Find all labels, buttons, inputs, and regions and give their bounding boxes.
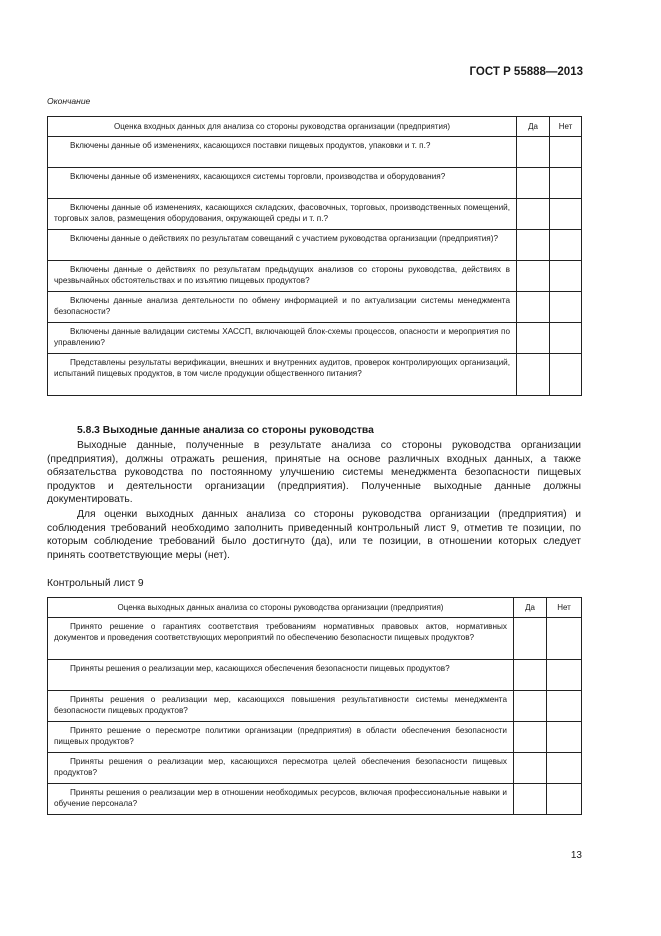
- yes-answer-cell[interactable]: [514, 660, 547, 691]
- paragraph-instructions: [47, 508, 581, 562]
- page-number: 13: [570, 850, 582, 861]
- table-header-row: [48, 598, 582, 618]
- question-cell: [48, 660, 514, 691]
- yes-answer-cell[interactable]: [517, 230, 550, 261]
- table-row: [48, 230, 582, 261]
- input-data-checklist-table: [47, 116, 582, 396]
- table-row: [48, 137, 582, 168]
- no-answer-cell[interactable]: [547, 753, 582, 784]
- question-text: Принято решение о гарантиях соответствия требованиям нормативных правовых актов, нормативных документов и проведения соответствующих мероприятий по обеспечению безопасности пищевых продуктов?: [54, 622, 507, 643]
- question-text: Принято решение о пересмотре политики организации (предприятия) в области обеспечения безопасности пищевых продуктов?: [54, 726, 507, 747]
- no-answer-cell[interactable]: [550, 323, 582, 354]
- table-row: [48, 292, 582, 323]
- question-cell: [48, 784, 514, 815]
- question-cell: [48, 618, 514, 660]
- paragraph-text: Выходные данные, полученные в результате анализа со стороны руководства организации (предприятия), должны отражать решения, принятые на основе различных входных данных, а также обязательства руководства по постоянному улучшению системы менеджмента безопасности пищевых продуктов и деятельности организации (предприятия). Полученные выходные данные должны документировать.: [47, 440, 581, 506]
- question-cell: [48, 292, 517, 323]
- yes-answer-cell[interactable]: [514, 618, 547, 660]
- column-header-yes: Да: [514, 598, 547, 618]
- question-text: Включены данные об изменениях, касающихся поставки пищевых продуктов, упаковки и т. п.?: [70, 141, 431, 150]
- no-answer-cell[interactable]: [550, 199, 582, 230]
- continuation-label: Окончание: [47, 96, 91, 106]
- question-text: Представлены результаты верификации, внешних и внутренних аудитов, проверок контролирующих организаций, испытаний пищевых продуктов, в том числе продукции общественного питания?: [54, 358, 510, 379]
- yes-answer-cell[interactable]: [517, 137, 550, 168]
- paragraph-text: Для оценки выходных данных анализа со стороны руководства организации (предприятия) и соблюдения требований необходимо заполнить приведенный контрольный лист 9, отметив те позиции, по которым соблюдение требований было достигнуто (да), или те позиции, в отношении которых следует принять соответствующие меры (нет).: [47, 509, 581, 561]
- table-row: [48, 753, 582, 784]
- question-cell: [48, 168, 517, 199]
- column-header-no: Нет: [550, 117, 582, 137]
- document-code: ГОСТ Р 55888—2013: [469, 66, 583, 78]
- table-row: [48, 660, 582, 691]
- no-answer-cell[interactable]: [547, 691, 582, 722]
- yes-answer-cell[interactable]: [517, 261, 550, 292]
- no-answer-cell[interactable]: [550, 230, 582, 261]
- no-answer-cell[interactable]: [547, 660, 582, 691]
- question-text: Приняты решения о реализации мер, касающихся обеспечения безопасности пищевых продуктов?: [70, 664, 450, 673]
- yes-answer-cell[interactable]: [514, 753, 547, 784]
- table-header-row: [48, 117, 582, 137]
- no-answer-cell[interactable]: [550, 168, 582, 199]
- table-row: [48, 354, 582, 396]
- question-cell: [48, 354, 517, 396]
- no-answer-cell[interactable]: [550, 137, 582, 168]
- paragraph-output-data: [47, 439, 581, 507]
- table-row: [48, 199, 582, 230]
- no-answer-cell[interactable]: [547, 618, 582, 660]
- question-cell: [48, 230, 517, 261]
- yes-answer-cell[interactable]: [514, 691, 547, 722]
- no-answer-cell[interactable]: [547, 784, 582, 815]
- question-cell: [48, 199, 517, 230]
- question-text: Включены данные об изменениях, касающихся складских, фасовочных, торговых, производственных помещений, торговых залов, размещения оборудования, окружающей среды и т. п.?: [54, 203, 510, 224]
- section-title: 5.8.3 Выходные данные анализа со стороны руководства: [77, 425, 374, 436]
- yes-answer-cell[interactable]: [517, 323, 550, 354]
- yes-answer-cell[interactable]: [517, 168, 550, 199]
- column-header-yes: Да: [517, 117, 550, 137]
- table-row: [48, 168, 582, 199]
- question-cell: [48, 753, 514, 784]
- table-row: [48, 784, 582, 815]
- question-text: Включены данные валидации системы ХАССП, включающей блок-схемы процессов, опасности и мероприятия по управлению?: [54, 327, 510, 348]
- column-header-no: Нет: [547, 598, 582, 618]
- question-text: Приняты решения о реализации мер в отношении необходимых ресурсов, включая профессиональные навыки и обучение персонала?: [54, 788, 507, 809]
- question-text: Приняты решения о реализации мер, касающихся повышения результативности системы менеджмента безопасности пищевых продуктов?: [54, 695, 507, 716]
- table-row: [48, 691, 582, 722]
- column-header-criteria: Оценка выходных данных анализа со стороны руководства организации (предприятия): [48, 598, 514, 618]
- question-text: Включены данные об изменениях, касающихся системы торговли, производства и оборудования?: [70, 172, 446, 181]
- question-cell: [48, 137, 517, 168]
- question-cell: [48, 261, 517, 292]
- table-row: [48, 722, 582, 753]
- table-row: [48, 618, 582, 660]
- question-text: Включены данные о действиях по результатам совещаний с участием руководства организации (предприятия)?: [70, 234, 499, 243]
- yes-answer-cell[interactable]: [517, 199, 550, 230]
- yes-answer-cell[interactable]: [517, 292, 550, 323]
- table-row: [48, 323, 582, 354]
- no-answer-cell[interactable]: [550, 292, 582, 323]
- no-answer-cell[interactable]: [550, 354, 582, 396]
- question-cell: [48, 722, 514, 753]
- no-answer-cell[interactable]: [547, 722, 582, 753]
- table-row: [48, 261, 582, 292]
- no-answer-cell[interactable]: [550, 261, 582, 292]
- column-header-criteria: Оценка входных данных для анализа со стороны руководства организации (предприятия): [48, 117, 517, 137]
- checklist-label: Контрольный лист 9: [47, 578, 144, 589]
- question-text: Приняты решения о реализации мер, касающихся пересмотра целей обеспечения безопасности пищевых продуктов?: [54, 757, 507, 778]
- yes-answer-cell[interactable]: [514, 722, 547, 753]
- question-cell: [48, 691, 514, 722]
- question-cell: [48, 323, 517, 354]
- output-data-checklist-table: [47, 597, 582, 815]
- question-text: Включены данные анализа деятельности по обмену информацией и по актуализации системы менеджмента безопасности?: [54, 296, 510, 317]
- question-text: Включены данные о действиях по результатам предыдущих анализов со стороны руководства, действиях в чрезвычайных обстоятельствах и по изъятию пищевых продуктов?: [54, 265, 510, 286]
- yes-answer-cell[interactable]: [517, 354, 550, 396]
- yes-answer-cell[interactable]: [514, 784, 547, 815]
